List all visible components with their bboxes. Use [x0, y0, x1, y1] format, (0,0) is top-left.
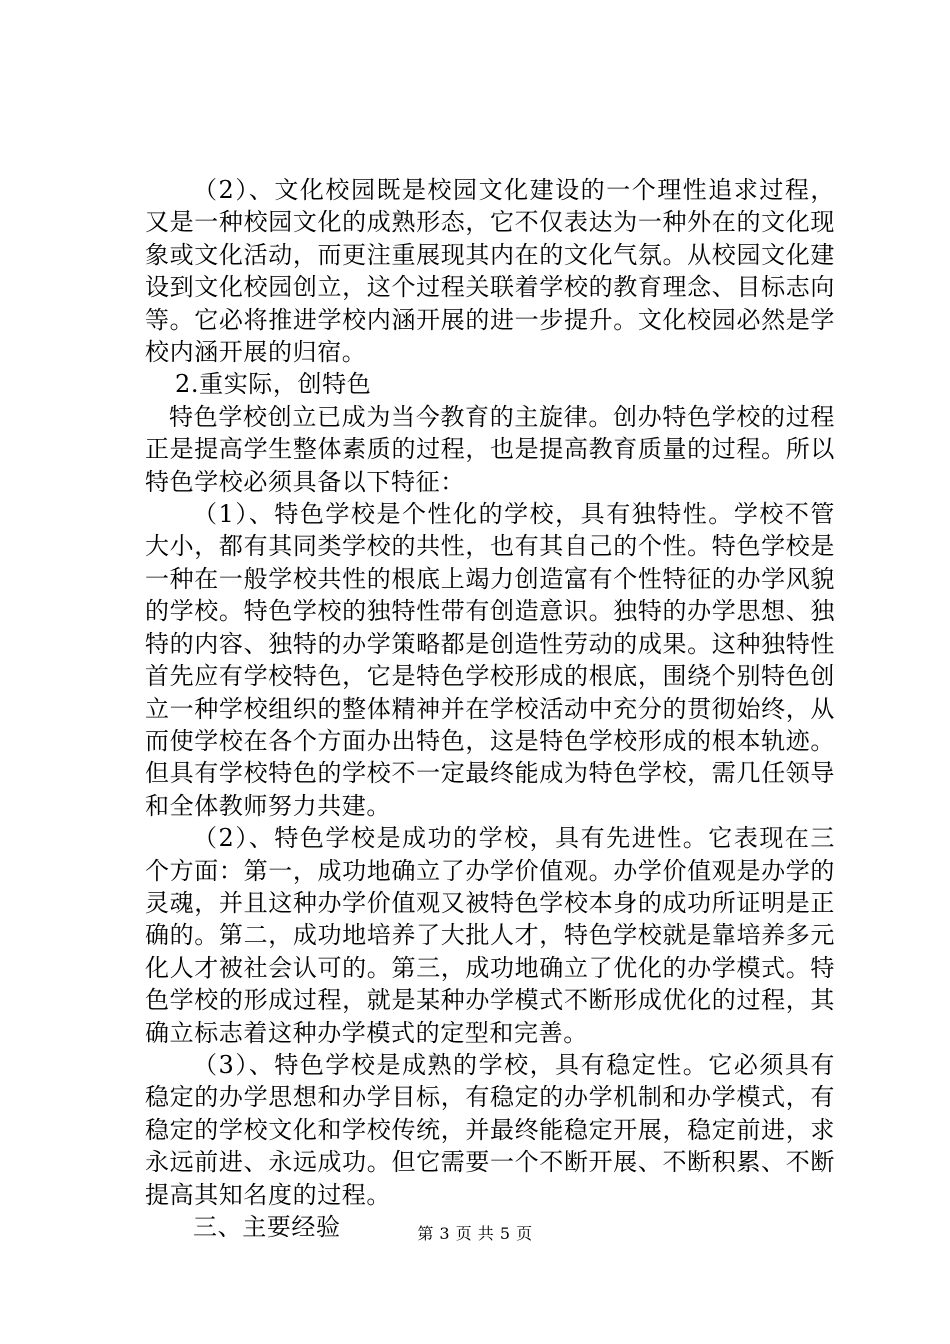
paragraph-feature-school-intro: 特色学校创立已成为当今教育的主旋律。创办特色学校的过程正是提高学生整体素质的过程，也是提高教育质量的过程。所以特色学校必须具备以下特征：	[145, 402, 835, 496]
section-heading-main-experience: 三、主要经验	[193, 1213, 341, 1241]
section-heading-practical-features: 2.重实际，创特色	[175, 370, 372, 399]
paragraph-feature-success: （2）、特色学校是成功的学校，具有先进性。它表现在三个方面：第一，成功地确立了办学价值观。办学价值观是办学的灵魂，并且这种办学价值观又被特色学校本身的成功所证明是正确的。第二，成功地培养了大批人才，特色学校就是靠培养多元化人才被社会认可的。第三，成功地确立了优化的办学模式。特色学校的形成过程，就是某种办学模式不断形成优化的过程，其确立标志着这种办学模式的定型和完善。	[145, 824, 835, 1047]
document-body	[145, 174, 835, 1243]
paragraph-feature-stability: （3）、特色学校是成熟的学校，具有稳定性。它必须具有稳定的办学思想和办学目标，有稳定的办学机制和办学模式，有稳定的学校文化和学校传统，并最终能稳定开展，稳定前进，求永远前进、永远成功。但它需要一个不断开展、不断积累、不断提高其知名度的过程。	[145, 1050, 835, 1209]
paragraph-culture-campus: （2）、文化校园既是校园文化建设的一个理性追求过程，又是一种校园文化的成熟形态，它不仅表达为一种外在的文化现象或文化活动，而更注重展现其内在的文化气氛。从校园文化建设到文化校园创立，这个过程关联着学校的教育理念、目标志向等。它必将推进学校内涵开展的进一步提升。文化校园必然是学校内涵开展的归宿。	[145, 176, 835, 367]
page-number-footer: 第 3 页 共 5 页	[417, 1224, 533, 1243]
paragraph-feature-individuality: （1）、特色学校是个性化的学校，具有独特性。学校不管大小，都有其同类学校的共性，也有其自己的个性。特色学校是一种在一般学校共性的根底上竭力创造富有个性特征的办学风貌的学校。特色学校的独特性带有创造意识。独特的办学思想、独特的内容、独特的办学策略都是创造性劳动的成果。这种独特性首先应有学校特色，它是特色学校形成的根底，围绕个别特色创立一种学校组织的整体精神并在学校活动中充分的贯彻始终，从而使学校在各个方面办出特色，这是特色学校形成的根本轨迹。但具有学校特色的学校不一定最终能成为特色学校，需几任领导和全体教师努力共建。	[145, 500, 835, 820]
